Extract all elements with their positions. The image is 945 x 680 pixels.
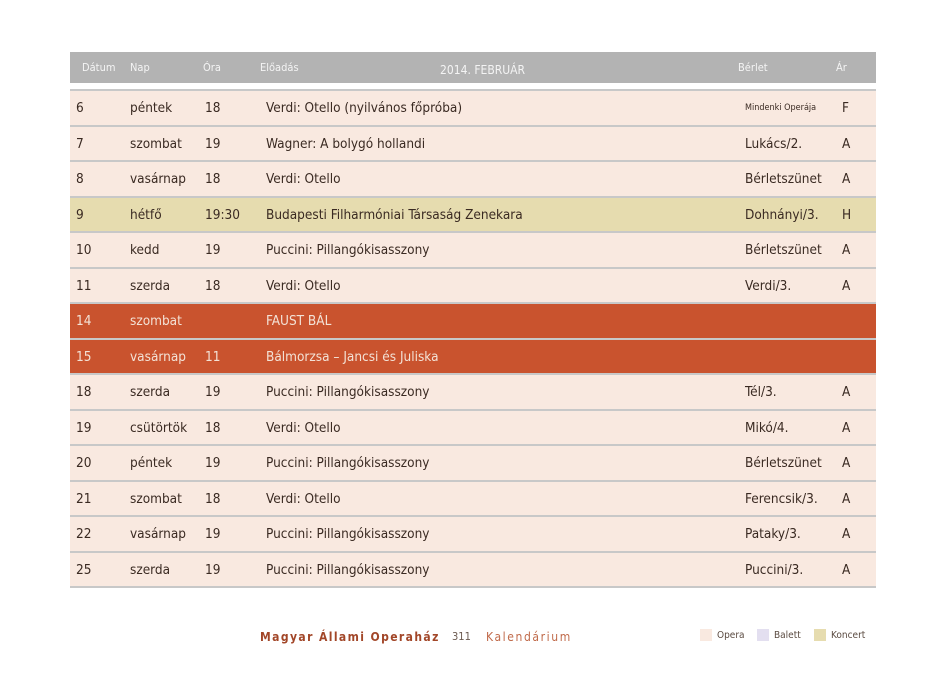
row-time: 19 [205, 242, 221, 258]
row-time: 11 [205, 348, 221, 365]
table-row [70, 127, 876, 163]
table-body [70, 91, 876, 588]
row-date: 7 [76, 135, 84, 152]
row-date: 15 [76, 348, 92, 365]
row-title: Verdi: Otello [266, 419, 341, 436]
row-subscription: Mindenki Operája [745, 103, 817, 113]
calendar-table [70, 52, 876, 588]
row-price: A [842, 526, 851, 542]
month-title: 2014. FEBRUÁR [440, 63, 526, 77]
row-date: 10 [76, 242, 92, 258]
legend-koncert-label: Koncert [831, 630, 866, 641]
row-time: 18 [205, 277, 221, 294]
row-day: hétfő [130, 206, 162, 223]
row-title: Puccini: Pillangókisasszony [266, 455, 430, 471]
row-subscription: Lukács/2. [745, 135, 803, 152]
header-title: Előadás [260, 61, 299, 74]
header-day: Nap [130, 61, 150, 74]
table-row [70, 91, 876, 127]
row-date: 20 [76, 455, 92, 471]
row-day: szombat [130, 313, 182, 329]
row-time: 19 [205, 561, 221, 578]
header-price: Ár [836, 61, 847, 74]
table-row [70, 411, 876, 447]
row-title: Verdi: Otello (nyilvános főpróba) [266, 100, 463, 116]
row-subscription: Bérletszünet [745, 455, 822, 471]
table-row [70, 198, 876, 234]
legend-opera-swatch [700, 629, 712, 641]
footer-section: Kalendárium [486, 630, 572, 644]
row-subscription: Pataky/3. [745, 526, 801, 542]
row-title: Puccini: Pillangókisasszony [266, 242, 430, 258]
header-spacer [70, 83, 876, 91]
table-row [70, 304, 876, 340]
row-title: Budapesti Filharmóniai Társaság Zenekara [266, 206, 523, 223]
legend-balett-label: Balett [774, 630, 801, 641]
row-date: 9 [76, 206, 84, 223]
row-date: 21 [76, 490, 92, 507]
table-row [70, 269, 876, 305]
row-time: 18 [205, 490, 221, 507]
table-header [70, 52, 876, 83]
row-date: 14 [76, 313, 92, 329]
row-time: 18 [205, 171, 221, 187]
table-row [70, 162, 876, 198]
row-date: 8 [76, 171, 84, 187]
row-day: szerda [130, 277, 171, 294]
row-subscription: Verdi/3. [745, 277, 792, 294]
row-title: Puccini: Pillangókisasszony [266, 526, 430, 542]
row-date: 22 [76, 526, 92, 542]
row-time: 19 [205, 455, 221, 471]
header-subscription: Bérlet [738, 61, 768, 74]
row-price: A [842, 171, 851, 187]
table-row [70, 446, 876, 482]
table-row [70, 517, 876, 553]
row-date: 25 [76, 561, 92, 578]
row-day: csütörtök [130, 419, 188, 436]
header-time: Óra [203, 61, 221, 74]
row-time: 19 [205, 526, 221, 542]
page-number: 311 [452, 630, 471, 643]
row-title: Verdi: Otello [266, 171, 341, 187]
row-subscription: Dohnányi/3. [745, 206, 819, 223]
row-date: 19 [76, 419, 92, 436]
header-date: Dátum [82, 61, 116, 74]
row-time: 18 [205, 419, 221, 436]
row-price: A [842, 490, 851, 507]
row-day: szerda [130, 561, 171, 578]
legend-koncert-swatch [814, 629, 826, 641]
row-subscription: Ferencsik/3. [745, 490, 818, 507]
footer-house-name: Magyar Állami Operaház [260, 630, 440, 644]
row-title: Puccini: Pillangókisasszony [266, 384, 430, 400]
row-price: A [842, 242, 851, 258]
row-day: szombat [130, 490, 182, 507]
row-title: Wagner: A bolygó hollandi [266, 135, 426, 152]
row-price: A [842, 419, 851, 436]
row-title: Verdi: Otello [266, 277, 341, 294]
row-price: A [842, 455, 851, 471]
legend-opera-label: Opera [717, 630, 745, 641]
row-day: péntek [130, 455, 173, 471]
row-price: A [842, 135, 851, 152]
row-day: szerda [130, 384, 171, 400]
row-title: FAUST BÁL [266, 313, 332, 329]
row-day: kedd [130, 242, 160, 258]
row-price: A [842, 384, 851, 400]
table-row [70, 553, 876, 589]
row-time: 19 [205, 384, 221, 400]
row-date: 18 [76, 384, 92, 400]
row-day: szombat [130, 135, 182, 152]
row-subscription: Puccini/3. [745, 561, 804, 578]
row-title: Bálmorzsa – Jancsi és Juliska [266, 348, 439, 365]
page-footer [0, 630, 945, 650]
row-price: H [842, 206, 852, 223]
row-day: vasárnap [130, 348, 187, 365]
table-row [70, 233, 876, 269]
row-time: 19:30 [205, 206, 240, 223]
row-subscription: Tél/3. [745, 384, 777, 400]
row-price: A [842, 561, 851, 578]
row-date: 6 [76, 100, 84, 116]
row-title: Puccini: Pillangókisasszony [266, 561, 430, 578]
row-price: F [842, 100, 849, 116]
table-row [70, 482, 876, 518]
row-title: Verdi: Otello [266, 490, 341, 507]
row-time: 18 [205, 100, 221, 116]
row-time: 19 [205, 135, 221, 152]
row-price: A [842, 277, 851, 294]
legend-balett-swatch [757, 629, 769, 641]
row-date: 11 [76, 277, 92, 294]
table-row [70, 375, 876, 411]
row-subscription: Mikó/4. [745, 419, 789, 436]
row-day: vasárnap [130, 171, 187, 187]
row-subscription: Bérletszünet [745, 242, 822, 258]
row-day: vasárnap [130, 526, 187, 542]
row-subscription: Bérletszünet [745, 171, 822, 187]
table-row [70, 340, 876, 376]
row-day: péntek [130, 100, 173, 116]
